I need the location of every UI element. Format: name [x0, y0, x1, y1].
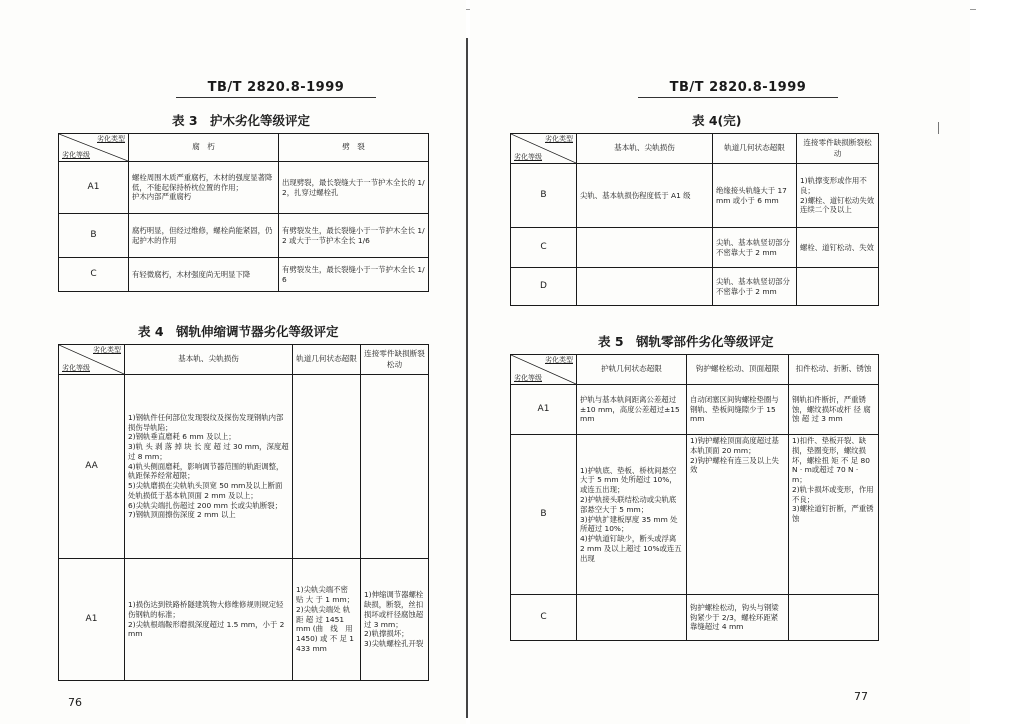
table5-grade: C	[511, 595, 577, 641]
table4-grade: A1	[59, 559, 125, 681]
table4-diag-bottom: 劣化等级	[62, 363, 90, 372]
table4c-col-header: 连接零件缺损断裂松动	[797, 134, 879, 164]
right-page-header: TB/T 2820.8-1999	[638, 80, 838, 98]
table4c-col-header: 轨道几何状态超限	[713, 134, 797, 164]
table4-col-header: 连接零件缺损断裂松动	[361, 345, 429, 375]
right-page-number: 77	[854, 690, 868, 703]
scan-margin	[976, 0, 1024, 724]
table5-diag-top: 劣化类型	[545, 356, 573, 364]
right-page	[470, 0, 970, 724]
table5	[510, 354, 879, 641]
table3-row	[59, 162, 429, 214]
table4c-cell: 绝缘接头轨缝大于 17 mm 或小于 6 mm	[713, 164, 797, 228]
table5-cell: 1)扣件、垫板开裂、缺损，垫圈变形，螺纹损坏，螺栓扭 矩 不 足 80 N · m或超过 70 N · m； 2)轨卡损坏或变形，作用不良； 3)螺栓道钉折断，严重锈蚀	[789, 435, 879, 595]
table4-cell: 1)尖轨尖端不密 贴 大 于 1 mm； 2)尖轨尖端处 轨 距 超 过 1451 mm (曲 线 用 1450) 或 不 足 1433 mm	[293, 559, 361, 681]
table4c-cell: 尖轨、基本轨竖切部分不密靠大于 2 mm	[713, 228, 797, 268]
table4c-grade: D	[511, 268, 577, 306]
table4	[58, 344, 429, 681]
table5-cell: 自动闭塞区间钩螺栓垫圈与钢轨、垫板间缝隙少于 15 mm	[687, 385, 789, 435]
table4c-diag-top: 劣化类型	[545, 135, 573, 143]
table4-row	[59, 559, 429, 681]
table3-cell: 出现劈裂，最长裂缝大于一节护木全长的 1/2，扎穿过螺栓孔	[279, 162, 429, 214]
table3-row	[59, 214, 429, 258]
table5-cell: 1)钩护螺栓顶面高度超过基本轨顶面 20 mm； 2)钩护螺栓有连三及以上失效	[687, 435, 789, 595]
table4c-col-header: 基本轨、尖轨损伤	[577, 134, 713, 164]
left-page	[0, 0, 466, 724]
table5-row	[511, 385, 879, 435]
table4c-corner-cell	[511, 134, 577, 164]
table3-cell: 螺栓周围木质严重腐朽，木材的强度显著降低，不能起保持桥枕位置的作用； 护木内部严重腐朽	[129, 162, 279, 214]
table4-cell	[361, 375, 429, 559]
table3-cell: 有劈裂发生，最长裂缝小于一节护木全长 1/2 或大于一节护木全长 1/6	[279, 214, 429, 258]
table3-diag-bottom: 劣化等级	[62, 150, 90, 159]
table5-col-header: 扣件松动、折断、锈蚀	[789, 355, 879, 385]
table4c-grade: C	[511, 228, 577, 268]
table4-cell	[293, 375, 361, 559]
table3-corner-cell	[59, 134, 129, 162]
table4-cont-caption: 表 4(完)	[692, 113, 742, 128]
table4c-row	[511, 164, 879, 228]
table3-cell: 腐朽明显，但经过维修，螺栓尚能紧固，仍起护木的作用	[129, 214, 279, 258]
table5-cell: 钢轨扣件断折，严重锈蚀，螺纹损坏或杆 径 腐 蚀 超 过 3 mm	[789, 385, 879, 435]
table3-diag-top: 劣化类型	[97, 135, 125, 143]
table4c-cell	[577, 268, 713, 306]
table4-cell: 1)钢轨件任何部位发现裂纹及探伤发现钢轨内部损伤导轨陷； 2)钢轨垂直磨耗 6 mm 及以上； 3)轨 头 剥 落 掉 块 长 度 超 过 30 mm，深度超过 8 mm； 4)轨头侧面磨耗，影响调节器范围的轨距调整，轨距保养经常超限； 5)尖轨磨损在尖轨轨头顶宽 50 mm及以上断面处轨损低于基本轨顶面 2 mm 及以上； 6)尖轨尖端扎伤超过 200 mm 长或尖轨断裂； 7)钢轨顶面擦伤深度 2 mm 以上	[125, 375, 293, 559]
table4c-row	[511, 228, 879, 268]
table5-col-header: 护轨几何状态超限	[577, 355, 687, 385]
table3-grade: A1	[59, 162, 129, 214]
table4c-cell: 尖轨、基本轨竖切部分不密靠小于 2 mm	[713, 268, 797, 306]
table5-row	[511, 435, 879, 595]
table5-grade: A1	[511, 385, 577, 435]
left-page-number: 76	[68, 696, 82, 709]
book-spine	[466, 38, 468, 718]
table4-continued	[510, 133, 879, 306]
table3-grade: B	[59, 214, 129, 258]
table5-corner-cell	[511, 355, 577, 385]
table4-diag-top: 劣化类型	[93, 346, 121, 354]
table3-grade: C	[59, 258, 129, 292]
table3-col-header: 劈 裂	[279, 134, 429, 162]
table4c-cell	[577, 228, 713, 268]
table4c-cell: 尖轨、基本轨损伤程度低于 A1 级	[577, 164, 713, 228]
table4c-diag-bottom: 劣化等级	[514, 152, 542, 161]
table4c-cell: 螺栓、道钉松动、失效	[797, 228, 879, 268]
table4-cell: 1)伸缩调节器螺栓缺损，断裂，丝扣损坏或杆径腐蚀超过 3 mm； 2)轨撑损坏； 3)尖轨螺栓孔开裂	[361, 559, 429, 681]
table4-col-header: 基本轨、尖轨损伤	[125, 345, 293, 375]
table4-corner-cell	[59, 345, 125, 375]
table3	[58, 133, 429, 292]
scan-artifact-mark	[938, 122, 939, 134]
table4c-row	[511, 268, 879, 306]
table3-col-header: 腐 朽	[129, 134, 279, 162]
table4c-grade: B	[511, 164, 577, 228]
table5-row	[511, 595, 879, 641]
table4c-cell	[797, 268, 879, 306]
table4-cell: 1)损伤达到铁路桥隧建筑物大修维修规则规定轻伤钢轨的标准； 2)尖轨根端鞍形磨损深度超过 1.5 mm，小于 2 mm	[125, 559, 293, 681]
table5-col-header: 钩护螺栓松动、顶面超限	[687, 355, 789, 385]
table3-row	[59, 258, 429, 292]
table4-caption: 表 4 钢轨伸缩调节器劣化等级评定	[138, 324, 339, 339]
table4-col-header: 轨道几何状态超限	[293, 345, 361, 375]
table5-diag-bottom: 劣化等级	[514, 373, 542, 382]
table5-cell: 钩护螺栓松动，钩头与钢梁钩紧少于 2/3，螺栓环距紧靠缝超过 4 mm	[687, 595, 789, 641]
table3-cell: 有劈裂发生，最长裂缝小于一节护木全长 1/6	[279, 258, 429, 292]
table5-cell	[789, 595, 879, 641]
table4c-cell: 1)轨撑变形或作用不良； 2)螺栓、道钉松动失效连续二个及以上	[797, 164, 879, 228]
table4-grade: AA	[59, 375, 125, 559]
table5-grade: B	[511, 435, 577, 595]
table5-cell: 1)护轨底、垫板、桥枕间悬空大于 5 mm 处所超过 10%，或连五出现； 2)护轨接头联结松动或尖轨底部悬空大于 5 mm； 3)护轨扩建板厚度 35 mm 处所超过 10%； 4)护轨道钉缺少，断头或浮离 2 mm 及以上超过 10%或连五出现	[577, 435, 687, 595]
table3-cell: 有轻微腐朽，木材强度尚无明显下降	[129, 258, 279, 292]
table3-caption: 表 3 护木劣化等级评定	[172, 113, 311, 128]
table5-caption: 表 5 钢轨零部件劣化等级评定	[598, 334, 774, 349]
table5-cell: 护轨与基本轨间距离公差超过±10 mm，高度公差超过±15 mm	[577, 385, 687, 435]
table5-cell	[577, 595, 687, 641]
table4-row	[59, 375, 429, 559]
left-page-header: TB/T 2820.8-1999	[176, 80, 376, 98]
